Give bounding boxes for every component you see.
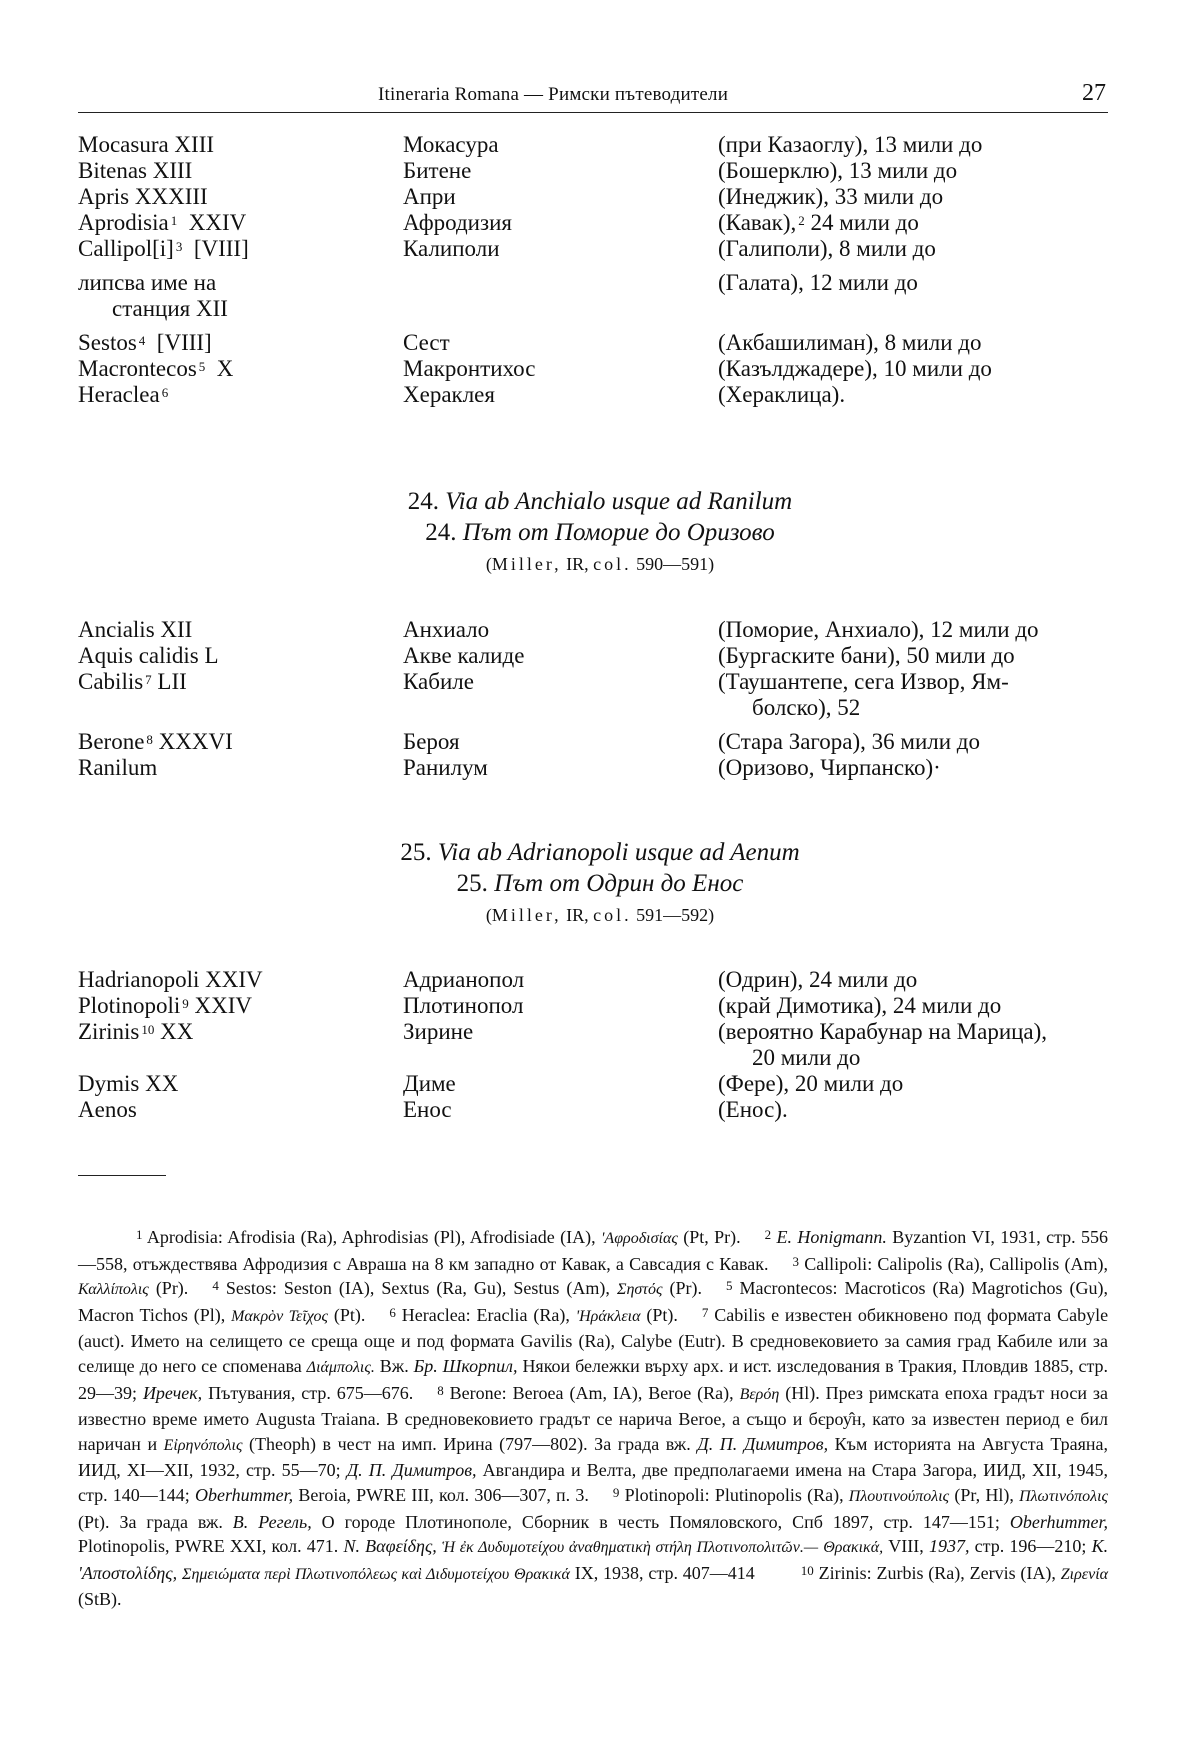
mile-count: XXIV: [188, 210, 247, 235]
station-description: (при Казаоглу), 13 мили до: [718, 132, 983, 157]
table-row: [78, 669, 1118, 721]
route-title-latin-text: Via ab Adrianopoli usque ad Aenum: [437, 839, 800, 866]
latin-name: Berone: [78, 729, 145, 754]
footnote-text: Callipoli: Calipolis (Ra), Callipolis (Am),: [804, 1253, 1109, 1274]
footnote-text: Zirinis: Zurbis (Ra), Zervis (IA),: [818, 1562, 1056, 1583]
footnote-text: Вж.: [379, 1355, 409, 1376]
bulgarian-station: Хераклея: [403, 382, 495, 407]
route-number: 25.: [400, 839, 432, 866]
bulgarian-station: Анхиало: [403, 617, 490, 642]
greek-term: 'Ηράκλεια: [575, 1307, 641, 1325]
footnote-block: [78, 1225, 1108, 1612]
footnote-ref[interactable]: 4: [138, 333, 146, 348]
bulgarian-station: Адрианопол: [403, 967, 525, 992]
latin-station: Ancialis XII: [78, 617, 193, 642]
station-description: [718, 210, 1138, 236]
latin-station: [78, 210, 378, 236]
latin-station: [78, 356, 378, 382]
route-title-bulgarian-text: Път от Одрин до Енос: [494, 870, 744, 897]
bulgarian-station: Макронтихос: [403, 356, 536, 381]
latin-station: Ranilum: [78, 755, 158, 780]
author-name: Иречек,: [142, 1382, 203, 1403]
station-description: (Бошерклю), 13 мили до: [718, 158, 958, 183]
bulgarian-station: Акве калиде: [403, 643, 525, 668]
route-title-latin: [0, 838, 1200, 868]
footnote-text: Plotinopolis, PWRE XXI, кол. 471.: [78, 1536, 339, 1557]
bulgarian-station: Диме: [403, 1071, 456, 1096]
footnote-text: (Pt, Pr).: [683, 1227, 741, 1247]
latin-station: Mocasura XIII: [78, 132, 215, 157]
latin-station: [78, 993, 378, 1019]
bulgarian-station: Афродизия: [403, 210, 512, 235]
footnote-ref[interactable]: 2: [798, 213, 805, 228]
footnotes: [78, 1225, 1108, 1612]
footnote-ref[interactable]: 10: [141, 1022, 155, 1037]
greek-term: Σημειώματα περὶ Πλωτινοπόλεως καὶ Διδυμοτείχου: [181, 1565, 510, 1583]
route-25-table: [78, 967, 1118, 1123]
description-line: (Таушантепе, сега Извор, Ям-: [718, 669, 1009, 694]
footnote-text: О городе Плотинополе, Сборник в честь Помяловского, Спб 1897, стр. 147—151;: [321, 1511, 1000, 1532]
footnote-number: 6: [389, 1304, 396, 1320]
greek-term: Πλωτινόπολις: [1019, 1487, 1108, 1505]
author-name: Oberhummer,: [1009, 1511, 1109, 1532]
latin-station: Apris XXXIII: [78, 184, 208, 209]
footnote-text: (Pr).: [155, 1278, 189, 1299]
source-open-paren: (: [485, 905, 492, 925]
footnote-number: 4: [212, 1278, 219, 1294]
description-line: болско), 52: [752, 695, 861, 720]
footnote-ref[interactable]: 7: [145, 672, 152, 687]
table-row: [78, 270, 1118, 322]
latin-name: Callipol[i]: [78, 236, 174, 261]
latin-station: Aenos: [78, 1097, 137, 1122]
footnote-number: 5: [726, 1278, 733, 1294]
bulgarian-station: Сест: [403, 330, 450, 355]
bulgarian-station: Калиполи: [403, 236, 500, 261]
table-row: [78, 729, 1118, 755]
footnote-text: Heraclea: Eraclia (Ra),: [401, 1304, 570, 1325]
footnote-text: Sestos: Seston (IA), Sextus (Ra, Gu), Sestus (Am),: [225, 1278, 610, 1299]
route-number: 25.: [456, 870, 488, 897]
greek-term: Εἰρηνόπολις: [163, 1436, 243, 1454]
greek-term: Σηστός: [616, 1281, 663, 1299]
route-source: [0, 900, 1200, 930]
station-description: [718, 1019, 1138, 1071]
slavonic-term: бєроу̂н,: [808, 1409, 867, 1430]
footnote-text: (Pt). За града вж.: [78, 1511, 223, 1532]
latin-station: Hadrianopoli XXIV: [78, 967, 263, 992]
footnote-text: (Pt).: [333, 1304, 366, 1325]
footnote-text: Aprodisia: Afrodisia (Ra), Aphrodisias (Pl), Afrodisiade (IA),: [146, 1227, 596, 1247]
description-text: (Кавак),: [718, 210, 797, 235]
footnote-text: Пътувания, стр. 675—676.: [208, 1382, 414, 1403]
station-description: (Инеджик), 33 мили до: [718, 184, 944, 209]
table-row: [78, 184, 1118, 210]
footnote-text: (Hl). През римската епоха градът носи за известно време името Augusta Traiana. В средновековието градът се нарича Beroe, а също и: [78, 1382, 1109, 1430]
table-row: [78, 755, 1118, 781]
source-col: col.: [593, 905, 632, 925]
station-description: (Галата), 12 мили до: [718, 270, 918, 295]
note-line: станция XII: [112, 296, 228, 321]
footnote-number: 2: [764, 1227, 772, 1242]
table-row: [78, 132, 1118, 158]
source-col: col.: [593, 554, 632, 574]
station-description: [718, 669, 1138, 721]
mile-count: LII: [157, 669, 187, 694]
footnote-text: Към историята на Августа Траяна, ИИД, XI—XII, 1932, стр. 55—70;: [78, 1433, 1109, 1481]
latin-station: [78, 669, 378, 695]
missing-station-note: [78, 270, 378, 322]
station-description: (Бургаските бани), 50 мили до: [718, 643, 1015, 668]
latin-station: Bitenas XIII: [78, 158, 193, 183]
footnote-number: 3: [792, 1253, 799, 1269]
route-source: [0, 549, 1200, 579]
footnote-ref[interactable]: 3: [175, 239, 183, 254]
table-row: [78, 158, 1118, 184]
footnote-text: стр. 196—210;: [974, 1536, 1087, 1557]
latin-name: Sestos: [78, 330, 137, 355]
footnote-number: 7: [701, 1304, 709, 1320]
page-number: 27: [1082, 80, 1106, 106]
greek-term: Ζιρενία: [1060, 1565, 1109, 1583]
route-24-heading: [0, 487, 1200, 579]
description-text: 24 мили до: [810, 210, 919, 235]
latin-name: Plotinopoli: [78, 993, 181, 1018]
route-23-table: [78, 132, 1118, 408]
table-row: [78, 1071, 1118, 1097]
bulgarian-station: Плотинопол: [403, 993, 524, 1018]
bulgarian-station: Енос: [403, 1097, 452, 1122]
greek-term: Καλλίπολις: [78, 1281, 149, 1299]
mile-count: [VIII]: [193, 236, 249, 261]
footnote-ref[interactable]: 8: [146, 732, 153, 747]
table-row: [78, 1019, 1118, 1071]
latin-station: [78, 382, 378, 408]
source-ref: IR,: [566, 554, 589, 574]
greek-term: Μακρὸν Τεῖχος: [231, 1307, 329, 1325]
bulgarian-station: Бероя: [403, 729, 460, 754]
footnote-text: VIII,: [888, 1536, 924, 1557]
footnote-text: Byzantion VI, 1931, стр. 556—558, отъждествява Афродизия с Авраша на 8 км западно от Кавак, а Савсадия с Кавак.: [78, 1227, 1109, 1274]
footnote-text: Някои бележки върху арх. и ист. изследования в Тракия, Пловдив 1885, стр. 29—39;: [78, 1355, 1109, 1403]
table-row: [78, 210, 1118, 236]
source-open-paren: (: [485, 554, 492, 574]
station-description: (Поморие, Анхиало), 12 мили до: [718, 617, 1039, 642]
station-description: (Одрин), 24 мили до: [718, 967, 918, 992]
table-row: [78, 617, 1118, 643]
table-row: [78, 967, 1118, 993]
source-range: 590—591): [636, 554, 715, 574]
station-description: (Хераклица).: [718, 382, 846, 407]
route-title-latin: [0, 487, 1200, 517]
footnote-number: 8: [437, 1382, 444, 1398]
footnote-number: 10: [800, 1562, 814, 1578]
station-description: (Оризово, Чирпанско)·: [718, 755, 941, 780]
station-description: (Галиполи), 8 мили до: [718, 236, 936, 261]
note-line: липсва име на: [78, 270, 217, 295]
header-rule: [78, 112, 1108, 113]
bulgarian-station: Мокасура: [403, 132, 499, 157]
footnote-text: (Pr).: [669, 1278, 703, 1299]
bulgarian-station: Битене: [403, 158, 472, 183]
footnote-number: 1: [136, 1227, 143, 1242]
journal-name: Θρακικά,: [823, 1539, 884, 1557]
source-author: Miller,: [491, 554, 562, 574]
bulgarian-station: Ранилум: [403, 755, 488, 780]
source-ref: IR,: [566, 905, 589, 925]
footnote-text: Beroia, PWRE III, кол. 306—307, п. 3.: [298, 1484, 589, 1505]
latin-name: Cabilis: [78, 669, 144, 694]
page-header: [78, 78, 1108, 108]
latin-station: [78, 729, 378, 755]
table-row: [78, 643, 1118, 669]
table-row: [78, 382, 1118, 408]
mile-count: XXIV: [194, 993, 252, 1018]
footnote-text: Berone: Beroea (Am, IA), Beroe (Ra),: [449, 1382, 734, 1403]
author-name: E. Honigmann.: [776, 1227, 887, 1247]
table-row: [78, 236, 1118, 262]
author-name: K. 'Αποστολίδης,: [78, 1536, 1109, 1583]
greek-term: Πλουτινούπολις: [848, 1487, 950, 1505]
year: 1937,: [928, 1536, 970, 1557]
latin-station: Dymis XX: [78, 1071, 179, 1096]
footnote-ref[interactable]: 1: [170, 213, 178, 228]
latin-station: Aquis calidis L: [78, 643, 219, 668]
route-24-table: [78, 617, 1118, 781]
author-name: Д. П. Димитров,: [346, 1460, 477, 1481]
table-row: [78, 1097, 1118, 1123]
route-title-latin-text: Via ab Anchialo usque ad Ranilum: [445, 488, 793, 515]
route-number: 24.: [407, 488, 440, 515]
source-author: Miller,: [491, 905, 562, 925]
latin-station: [78, 330, 378, 356]
station-description: (Стара Загора), 36 мили до: [718, 729, 981, 754]
footnote-text: Авгандира и Велта, две предполагаеми имена на Стара Загора, ИИД, XII, 1945, стр. 140—144;: [78, 1460, 1109, 1505]
running-title: Itineraria Romana — Римски пътеводители: [378, 84, 729, 105]
footnote-text: като за известен период е бил наричан и: [78, 1409, 1109, 1454]
station-description: (Акбашилиман), 8 мили до: [718, 330, 982, 355]
footnote-text: (Pt).: [646, 1304, 678, 1325]
description-line: 20 мили до: [752, 1045, 861, 1070]
journal-name: Θρακικά: [514, 1565, 570, 1583]
footnote-text: (Pr, Hl),: [954, 1484, 1014, 1505]
source-range: 591—592): [636, 905, 715, 925]
footnote-text: Plotinopoli: Plutinopolis (Ra),: [624, 1484, 844, 1505]
footnote-ref[interactable]: 9: [182, 996, 189, 1011]
bulgarian-station: Зирине: [403, 1019, 474, 1044]
route-title-bulgarian-text: Път от Поморие до Оризово: [462, 519, 775, 546]
footnote-text: (StB).: [78, 1589, 122, 1610]
footnote-separator: [78, 1175, 166, 1176]
latin-name: Zirinis: [78, 1019, 140, 1044]
footnote-ref[interactable]: 6: [161, 385, 169, 400]
footnote-text: (Theoph) в чест на имп. Ирина (797—802). За града вж.: [249, 1433, 691, 1454]
route-title-bulgarian: [0, 868, 1200, 900]
author-name: Д. П. Димитров,: [697, 1433, 829, 1454]
route-title-bulgarian: [0, 517, 1200, 549]
author-name: Бр. Шкорпил,: [413, 1355, 518, 1376]
greek-term: Βερόη: [739, 1385, 780, 1403]
author-name: Oberhummer,: [195, 1484, 294, 1505]
author-name: N. Βαφείδης,: [343, 1536, 437, 1557]
latin-name: Heraclea: [78, 382, 160, 407]
latin-name: Aprodisia: [78, 210, 169, 235]
footnote-text: Macrontecos: Macroticos (Ra) Magrotichos (Gu), Macron Tichos (Pl),: [78, 1278, 1108, 1325]
footnote-ref[interactable]: 5: [198, 359, 206, 374]
latin-station: [78, 236, 378, 262]
greek-term: 'Αφροδισίας: [601, 1230, 678, 1247]
footnote-text: Cabilis е известен обикновено под формата Cabyle (auct). Името на селището се среща още и под формата Gavilis (Ra), Calybe (Eutr). В средновековието за самия град Кабиле или за селище до него се споменава: [78, 1304, 1109, 1376]
table-row: [78, 993, 1118, 1019]
mile-count: [VIII]: [156, 330, 212, 355]
station-description: (Фере), 20 мили до: [718, 1071, 904, 1096]
mile-count: XXXVI: [158, 729, 233, 754]
description-line: (вероятно Карабунар на Марица),: [718, 1019, 1048, 1044]
mile-count: XX: [160, 1019, 194, 1044]
footnote-text: IX, 1938, стр. 407—414: [574, 1562, 755, 1583]
station-description: (край Димотика), 24 мили до: [718, 993, 1002, 1018]
table-row: [78, 356, 1118, 382]
bulgarian-station: Кабиле: [403, 669, 474, 694]
table-row: [78, 330, 1118, 356]
mile-count: X: [216, 356, 234, 381]
station-description: (Енос).: [718, 1097, 788, 1122]
greek-term: Ἡ ἐκ Δυδυμοτείχου ἀναθηματικὴ στήλη Πλοτινοπολιτῶν.—: [441, 1539, 819, 1557]
route-25-heading: [0, 838, 1200, 930]
station-description: (Казълджадере), 10 мили до: [718, 356, 992, 381]
route-number: 24.: [425, 519, 457, 546]
latin-name: Macrontecos: [78, 356, 197, 381]
bulgarian-station: Апри: [403, 184, 456, 209]
greek-term: Διάμπολις.: [306, 1358, 375, 1376]
latin-station: [78, 1019, 378, 1045]
footnote-number: 9: [612, 1484, 620, 1500]
author-name: В. Регель,: [232, 1511, 312, 1532]
